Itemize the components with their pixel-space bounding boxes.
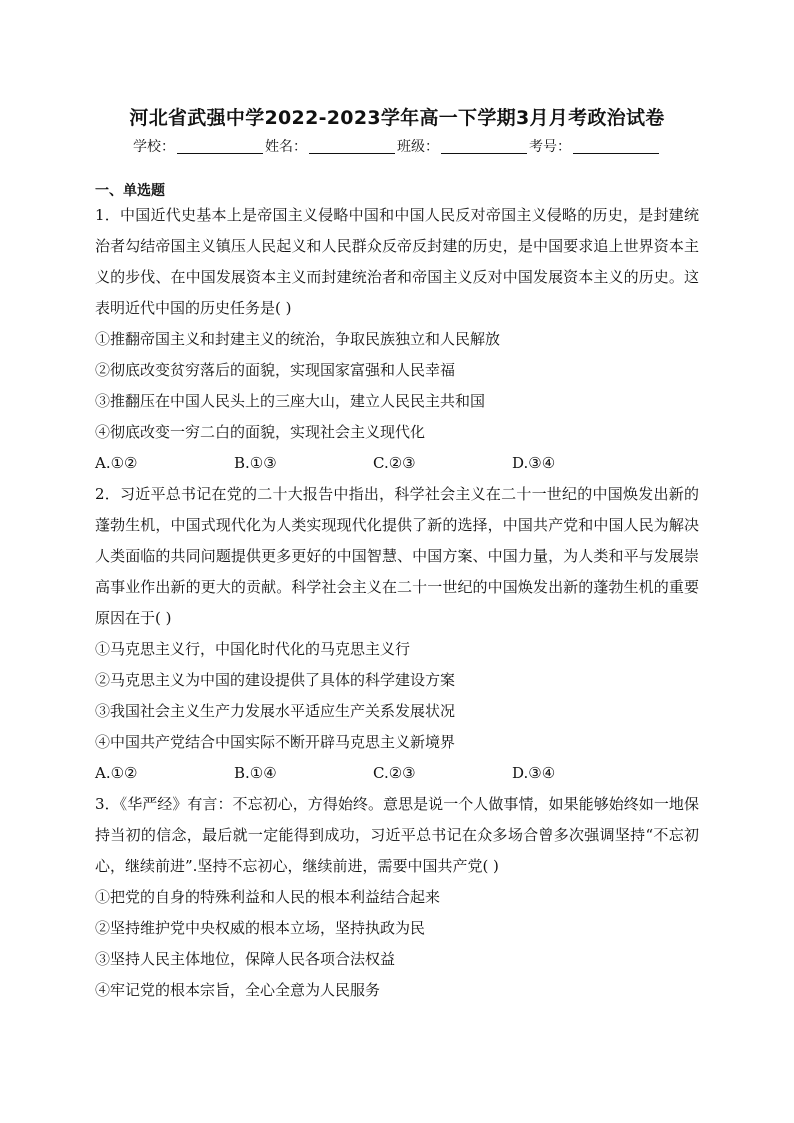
statement-option: ②坚持维护党中央权威的根本立场，坚持执政为民 [95,919,426,937]
question-stem: 2．习近平总书记在党的二十大报告中指出，科学社会主义在二十一世纪的中国焕发出新的蓬勃生机，中国式现代化为人类实现现代化提供了新的选择，中国共产党和中国人民为解决人类面临的共同问题提供更多更好的中国智慧、中国方案、中国力量，为人类和平与发展崇高事业作出新的更大的贡献。科学社会主义在二十一世纪的中国焕发出新的蓬勃生机的重要原因在于( ) [95,485,699,627]
statement-option: ③我国社会主义生产力发展水平适应生产关系发展状况 [95,702,456,720]
statement-option: ①推翻帝国主义和封建主义的统治，争取民族独立和人民解放 [95,330,501,348]
school-label: 学校： [133,139,175,155]
name-label: 姓名： [265,139,307,155]
statement-option: ④中国共产党结合中国实际不断开辟马克思主义新境界 [95,733,456,751]
choice-d: D.③④ [512,764,556,782]
answer-choices [95,448,699,479]
choice-b: B.①④ [234,764,277,782]
statement-option: ④牢记党的根本宗旨，全心全意为人民服务 [95,981,381,999]
questions-list [95,200,699,1006]
class-label: 班级： [397,139,439,155]
choice-a: A.①② [95,764,138,782]
section-title: 一、单选题 [95,183,165,199]
student-info-line [0,136,794,156]
school-blank[interactable] [177,139,263,154]
question-1 [95,200,699,479]
choice-a: A.①② [95,454,138,472]
exam-title: 河北省武强中学2022-2023学年高一下学期3月月考政治试卷 [129,107,665,129]
statement-option: ②彻底改变贫穷落后的面貌，实现国家富强和人民幸福 [95,361,456,379]
name-blank[interactable] [309,139,395,154]
statement-option: ①把党的自身的特殊利益和人民的根本利益结合起来 [95,888,441,906]
statement-option: ①马克思主义行，中国化时代化的马克思主义行 [95,640,411,658]
question-3 [95,789,699,1006]
choice-d: D.③④ [512,454,556,472]
exam-number-label: 考号： [529,139,571,155]
statement-option: ③推翻压在中国人民头上的三座大山，建立人民民主共和国 [95,392,486,410]
question-stem: 1．中国近代史基本上是帝国主义侵略中国和中国人民反对帝国主义侵略的历史，是封建统治者勾结帝国主义镇压人民起义和人民群众反帝反封建的历史，是中国要求追上世界资本主义的步伐、在中国发展资本主义而封建统治者和帝国主义反对中国发展资本主义的历史。这表明近代中国的历史任务是( ) [95,206,699,317]
exam-number-blank[interactable] [573,139,659,154]
question-stem: 3．《华严经》有言：不忘初心，方得始终。意思是说一个人做事情，如果能够始终如一地保持当初的信念，最后就一定能得到成功，习近平总书记在众多场合曾多次强调坚持“不忘初心，继续前进”.坚持不忘初心，继续前进，需要中国共产党( ) [95,795,699,875]
question-2 [95,479,699,789]
choice-c: C.②③ [373,454,416,472]
statement-option: ③坚持人民主体地位，保障人民各项合法权益 [95,950,396,968]
answer-choices [95,758,699,789]
choice-c: C.②③ [373,764,416,782]
statement-option: ②马克思主义为中国的建设提供了具体的科学建设方案 [95,671,456,689]
class-blank[interactable] [441,139,527,154]
statement-option: ④彻底改变一穷二白的面貌，实现社会主义现代化 [95,423,426,441]
choice-b: B.①③ [234,454,277,472]
